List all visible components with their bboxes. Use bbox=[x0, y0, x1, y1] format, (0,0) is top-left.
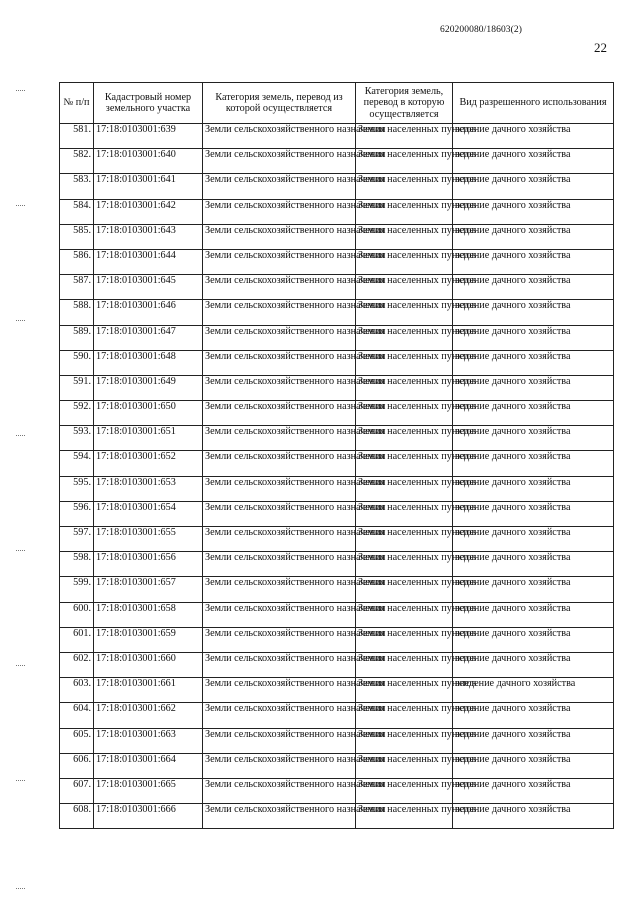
cadastral-number: 17:18:0103001:647 bbox=[94, 325, 203, 350]
permitted-use: ведение дачного хозяйства bbox=[453, 652, 614, 677]
cadastral-number: 17:18:0103001:655 bbox=[94, 527, 203, 552]
permitted-use: ведение дачного хозяйства bbox=[453, 149, 614, 174]
permitted-use: ведение дачного хозяйства bbox=[453, 728, 614, 753]
row-number: 597. bbox=[60, 527, 94, 552]
category-to: Земли населенных пунктов bbox=[356, 778, 453, 803]
category-from: Земли сельскохозяйственного назначения bbox=[203, 778, 356, 803]
table-row bbox=[60, 224, 614, 249]
category-from: Земли сельскохозяйственного назначения bbox=[203, 124, 356, 149]
cadastral-number: 17:18:0103001:652 bbox=[94, 451, 203, 476]
margin-scan-mark bbox=[16, 205, 25, 208]
category-to: Земли населенных пунктов bbox=[356, 451, 453, 476]
row-number: 586. bbox=[60, 249, 94, 274]
cadastral-number: 17:18:0103001:648 bbox=[94, 350, 203, 375]
cadastral-number: 17:18:0103001:650 bbox=[94, 401, 203, 426]
row-number: 584. bbox=[60, 199, 94, 224]
category-from: Земли сельскохозяйственного назначения bbox=[203, 375, 356, 400]
category-to: Земли населенных пунктов bbox=[356, 199, 453, 224]
category-from: Земли сельскохозяйственного назначения bbox=[203, 602, 356, 627]
category-to: Земли населенных пунктов bbox=[356, 476, 453, 501]
table-row bbox=[60, 627, 614, 652]
permitted-use: введение дачного хозяйства bbox=[453, 678, 614, 703]
category-to: Земли населенных пунктов bbox=[356, 401, 453, 426]
category-from: Земли сельскохозяйственного назначения bbox=[203, 552, 356, 577]
table-header-row bbox=[60, 83, 614, 124]
cadastral-number: 17:18:0103001:663 bbox=[94, 728, 203, 753]
cadastral-number: 17:18:0103001:661 bbox=[94, 678, 203, 703]
cadastral-number: 17:18:0103001:649 bbox=[94, 375, 203, 400]
margin-scan-mark bbox=[16, 435, 25, 438]
category-from: Земли сельскохозяйственного назначения bbox=[203, 577, 356, 602]
permitted-use: ведение дачного хозяйства bbox=[453, 124, 614, 149]
permitted-use: ведение дачного хозяйства bbox=[453, 476, 614, 501]
table-row bbox=[60, 501, 614, 526]
category-to: Земли населенных пунктов bbox=[356, 804, 453, 829]
permitted-use: ведение дачного хозяйства bbox=[453, 325, 614, 350]
row-number: 593. bbox=[60, 426, 94, 451]
table-row bbox=[60, 401, 614, 426]
category-from: Земли сельскохозяйственного назначения bbox=[203, 678, 356, 703]
table-row bbox=[60, 375, 614, 400]
cadastral-number: 17:18:0103001:640 bbox=[94, 149, 203, 174]
row-number: 601. bbox=[60, 627, 94, 652]
table-row bbox=[60, 149, 614, 174]
category-to: Земли населенных пунктов bbox=[356, 501, 453, 526]
category-to: Земли населенных пунктов bbox=[356, 174, 453, 199]
row-number: 605. bbox=[60, 728, 94, 753]
permitted-use: ведение дачного хозяйства bbox=[453, 602, 614, 627]
permitted-use: ведение дачного хозяйства bbox=[453, 527, 614, 552]
category-from: Земли сельскохозяйственного назначения bbox=[203, 300, 356, 325]
category-from: Земли сельскохозяйственного назначения bbox=[203, 249, 356, 274]
category-to: Земли населенных пунктов bbox=[356, 703, 453, 728]
table-row bbox=[60, 275, 614, 300]
table-row bbox=[60, 527, 614, 552]
cadastral-number: 17:18:0103001:662 bbox=[94, 703, 203, 728]
category-from: Земли сельскохозяйственного назначения bbox=[203, 753, 356, 778]
row-number: 596. bbox=[60, 501, 94, 526]
permitted-use: ведение дачного хозяйства bbox=[453, 552, 614, 577]
row-number: 603. bbox=[60, 678, 94, 703]
permitted-use: ведение дачного хозяйства bbox=[453, 627, 614, 652]
cadastral-number: 17:18:0103001:645 bbox=[94, 275, 203, 300]
row-number: 592. bbox=[60, 401, 94, 426]
table-row bbox=[60, 451, 614, 476]
row-number: 602. bbox=[60, 652, 94, 677]
category-from: Земли сельскохозяйственного назначения bbox=[203, 476, 356, 501]
permitted-use: ведение дачного хозяйства bbox=[453, 350, 614, 375]
cadastral-number: 17:18:0103001:653 bbox=[94, 476, 203, 501]
category-from: Земли сельскохозяйственного назначения bbox=[203, 501, 356, 526]
category-from: Земли сельскохозяйственного назначения bbox=[203, 224, 356, 249]
permitted-use: ведение дачного хозяйства bbox=[453, 451, 614, 476]
table-row bbox=[60, 350, 614, 375]
category-from: Земли сельскохозяйственного назначения bbox=[203, 174, 356, 199]
category-to: Земли населенных пунктов bbox=[356, 350, 453, 375]
land-register-table bbox=[59, 82, 614, 829]
table-row bbox=[60, 678, 614, 703]
category-to: Земли населенных пунктов bbox=[356, 249, 453, 274]
row-number: 583. bbox=[60, 174, 94, 199]
column-header-cadastral: Кадастровый номер земельного участка bbox=[94, 83, 203, 124]
category-to: Земли населенных пунктов bbox=[356, 325, 453, 350]
category-to: Земли населенных пунктов bbox=[356, 527, 453, 552]
margin-scan-mark bbox=[16, 888, 25, 891]
margin-scan-mark bbox=[16, 320, 25, 323]
category-to: Земли населенных пунктов bbox=[356, 602, 453, 627]
category-from: Земли сельскохозяйственного назначения bbox=[203, 652, 356, 677]
permitted-use: ведение дачного хозяйства bbox=[453, 249, 614, 274]
permitted-use: ведение дачного хозяйства bbox=[453, 778, 614, 803]
permitted-use: ведение дачного хозяйства bbox=[453, 275, 614, 300]
category-to: Земли населенных пунктов bbox=[356, 224, 453, 249]
category-to: Земли населенных пунктов bbox=[356, 627, 453, 652]
table-row bbox=[60, 199, 614, 224]
category-from: Земли сельскохозяйственного назначения bbox=[203, 199, 356, 224]
column-header-permitted-use: Вид разрешенного использования bbox=[453, 83, 614, 124]
row-number: 591. bbox=[60, 375, 94, 400]
category-to: Земли населенных пунктов bbox=[356, 678, 453, 703]
column-header-category-from: Категория земель, перевод из которой осуществляется bbox=[203, 83, 356, 124]
document-code: 620200080/18603(2) bbox=[440, 25, 523, 35]
category-from: Земли сельскохозяйственного назначения bbox=[203, 527, 356, 552]
category-to: Земли населенных пунктов bbox=[356, 275, 453, 300]
category-to: Земли населенных пунктов bbox=[356, 300, 453, 325]
category-from: Земли сельскохозяйственного назначения bbox=[203, 627, 356, 652]
permitted-use: ведение дачного хозяйства bbox=[453, 753, 614, 778]
table-row bbox=[60, 174, 614, 199]
cadastral-number: 17:18:0103001:658 bbox=[94, 602, 203, 627]
permitted-use: ведение дачного хозяйства bbox=[453, 300, 614, 325]
row-number: 608. bbox=[60, 804, 94, 829]
row-number: 590. bbox=[60, 350, 94, 375]
permitted-use: ведение дачного хозяйства bbox=[453, 804, 614, 829]
row-number: 600. bbox=[60, 602, 94, 627]
cadastral-number: 17:18:0103001:654 bbox=[94, 501, 203, 526]
cadastral-number: 17:18:0103001:644 bbox=[94, 249, 203, 274]
category-from: Земли сельскохозяйственного назначения bbox=[203, 275, 356, 300]
table-row bbox=[60, 325, 614, 350]
permitted-use: ведение дачного хозяйства bbox=[453, 501, 614, 526]
table-row bbox=[60, 476, 614, 501]
row-number: 606. bbox=[60, 753, 94, 778]
table-row bbox=[60, 426, 614, 451]
table-row bbox=[60, 753, 614, 778]
table-row bbox=[60, 703, 614, 728]
row-number: 604. bbox=[60, 703, 94, 728]
cadastral-number: 17:18:0103001:642 bbox=[94, 199, 203, 224]
category-from: Земли сельскохозяйственного назначения bbox=[203, 350, 356, 375]
category-from: Земли сельскохозяйственного назначения bbox=[203, 728, 356, 753]
cadastral-number: 17:18:0103001:646 bbox=[94, 300, 203, 325]
category-from: Земли сельскохозяйственного назначения bbox=[203, 325, 356, 350]
table-row bbox=[60, 249, 614, 274]
margin-scan-mark bbox=[16, 780, 25, 783]
category-from: Земли сельскохозяйственного назначения bbox=[203, 703, 356, 728]
permitted-use: ведение дачного хозяйства bbox=[453, 703, 614, 728]
category-to: Земли населенных пунктов bbox=[356, 652, 453, 677]
permitted-use: ведение дачного хозяйства bbox=[453, 375, 614, 400]
row-number: 588. bbox=[60, 300, 94, 325]
row-number: 595. bbox=[60, 476, 94, 501]
column-header-category-to: Категория земель, перевод в которую осуществляется bbox=[356, 83, 453, 124]
category-to: Земли населенных пунктов bbox=[356, 753, 453, 778]
cadastral-number: 17:18:0103001:639 bbox=[94, 124, 203, 149]
category-to: Земли населенных пунктов bbox=[356, 577, 453, 602]
table-row bbox=[60, 652, 614, 677]
table-row bbox=[60, 602, 614, 627]
permitted-use: ведение дачного хозяйства bbox=[453, 199, 614, 224]
row-number: 599. bbox=[60, 577, 94, 602]
category-to: Земли населенных пунктов bbox=[356, 149, 453, 174]
category-to: Земли населенных пунктов bbox=[356, 124, 453, 149]
permitted-use: ведение дачного хозяйства bbox=[453, 401, 614, 426]
row-number: 582. bbox=[60, 149, 94, 174]
category-to: Земли населенных пунктов bbox=[356, 375, 453, 400]
margin-scan-mark bbox=[16, 550, 25, 553]
cadastral-number: 17:18:0103001:666 bbox=[94, 804, 203, 829]
cadastral-number: 17:18:0103001:643 bbox=[94, 224, 203, 249]
category-from: Земли сельскохозяйственного назначения bbox=[203, 426, 356, 451]
row-number: 598. bbox=[60, 552, 94, 577]
category-from: Земли сельскохозяйственного назначения bbox=[203, 451, 356, 476]
table-row bbox=[60, 124, 614, 149]
table-row bbox=[60, 778, 614, 803]
permitted-use: ведение дачного хозяйства bbox=[453, 577, 614, 602]
table-row bbox=[60, 577, 614, 602]
permitted-use: ведение дачного хозяйства bbox=[453, 174, 614, 199]
category-from: Земли сельскохозяйственного назначения bbox=[203, 804, 356, 829]
cadastral-number: 17:18:0103001:664 bbox=[94, 753, 203, 778]
row-number: 594. bbox=[60, 451, 94, 476]
category-to: Земли населенных пунктов bbox=[356, 552, 453, 577]
cadastral-number: 17:18:0103001:641 bbox=[94, 174, 203, 199]
page-number: 22 bbox=[594, 40, 607, 55]
row-number: 587. bbox=[60, 275, 94, 300]
table-row bbox=[60, 300, 614, 325]
permitted-use: ведение дачного хозяйства bbox=[453, 426, 614, 451]
category-to: Земли населенных пунктов bbox=[356, 426, 453, 451]
category-from: Земли сельскохозяйственного назначения bbox=[203, 401, 356, 426]
cadastral-number: 17:18:0103001:659 bbox=[94, 627, 203, 652]
cadastral-number: 17:18:0103001:660 bbox=[94, 652, 203, 677]
cadastral-number: 17:18:0103001:656 bbox=[94, 552, 203, 577]
table-row bbox=[60, 804, 614, 829]
row-number: 589. bbox=[60, 325, 94, 350]
table-row bbox=[60, 728, 614, 753]
category-to: Земли населенных пунктов bbox=[356, 728, 453, 753]
cadastral-number: 17:18:0103001:665 bbox=[94, 778, 203, 803]
margin-scan-mark bbox=[16, 90, 25, 93]
row-number: 607. bbox=[60, 778, 94, 803]
margin-scan-mark bbox=[16, 665, 25, 668]
row-number: 581. bbox=[60, 124, 94, 149]
column-header-number: № п/п bbox=[60, 83, 94, 124]
category-from: Земли сельскохозяйственного назначения bbox=[203, 149, 356, 174]
table-row bbox=[60, 552, 614, 577]
permitted-use: ведение дачного хозяйства bbox=[453, 224, 614, 249]
cadastral-number: 17:18:0103001:657 bbox=[94, 577, 203, 602]
cadastral-number: 17:18:0103001:651 bbox=[94, 426, 203, 451]
row-number: 585. bbox=[60, 224, 94, 249]
